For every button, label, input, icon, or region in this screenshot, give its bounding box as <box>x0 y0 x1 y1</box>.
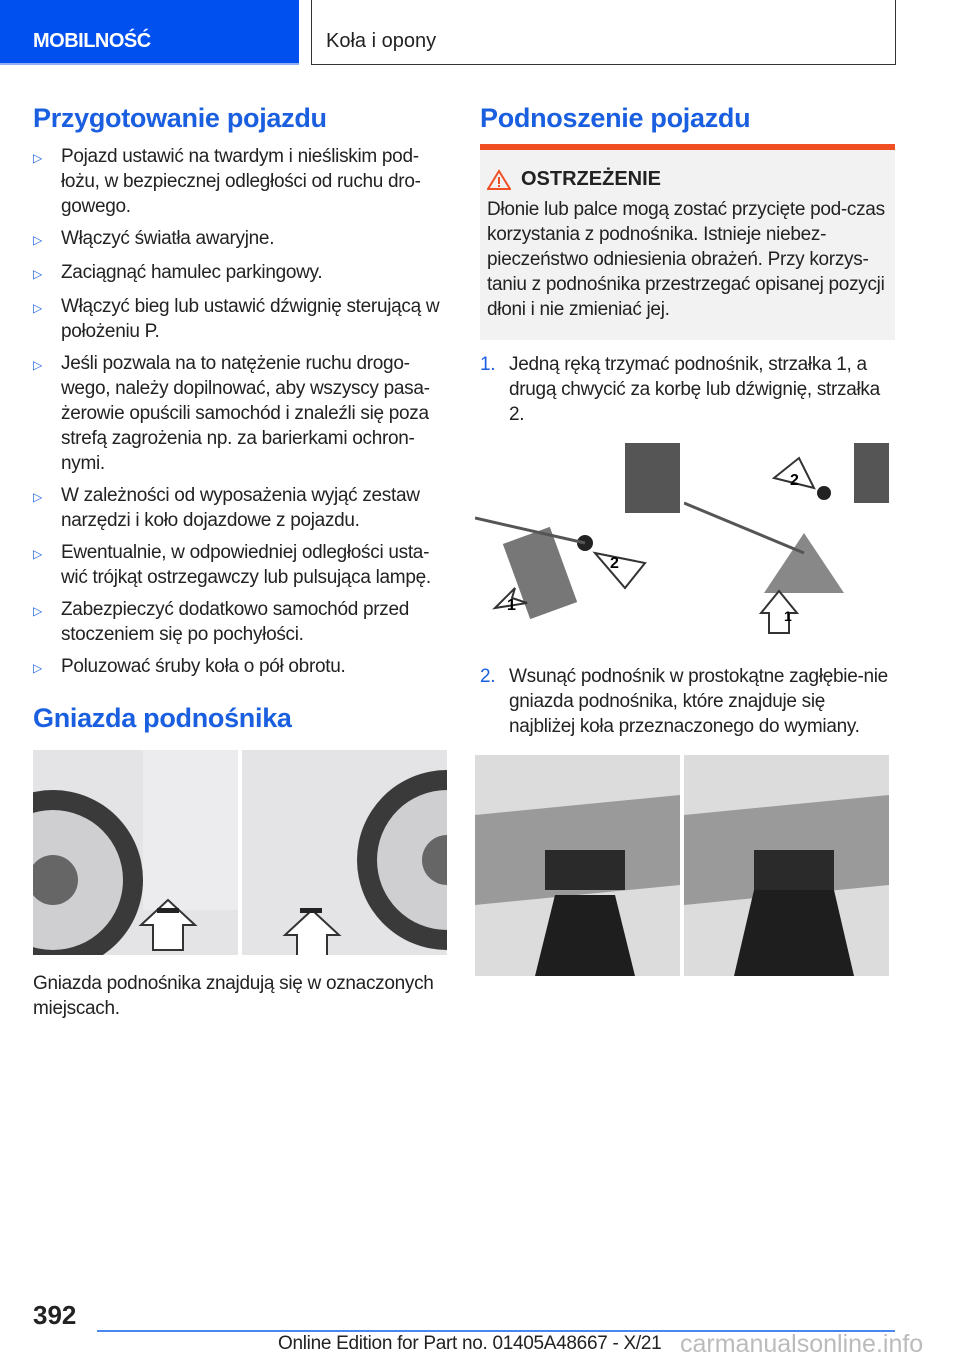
arrow-label-1b: 1 <box>784 608 792 624</box>
arrow-label-2b: 2 <box>790 472 799 489</box>
bullet-text: Włączyć światła awaryjne. <box>61 228 275 249</box>
triangle-bullet-icon: ▷ <box>33 547 42 561</box>
triangle-bullet-icon: ▷ <box>33 661 42 675</box>
chapter-title: Koła i opony <box>326 30 437 52</box>
step-text: Jedną ręką trzymać podnośnik, strzałka 1, a drugą chwycić za korbę lub dźwignię, strzałka 2. <box>509 354 880 425</box>
bullet-item <box>33 260 447 287</box>
triangle-bullet-icon: ▷ <box>33 151 42 165</box>
warning-box <box>480 144 895 340</box>
bullet-item <box>33 597 447 647</box>
step-text: Wsunąć podnośnik w prostokątne zagłębie-nie gniazda podnośnika, które znajduje się najbliżej koła przeznaczonego do wymiany. <box>509 666 888 737</box>
jack-points-caption: Gniazda podnośnika znajdują się w oznaczonych miejscach. <box>33 973 434 1019</box>
bullet-item <box>33 226 447 253</box>
bullet-text: W zależności od wyposażenia wyjąć zestaw narzędzi i koło dojazdowe z pojazdu. <box>61 485 420 531</box>
bullet-item <box>33 294 447 344</box>
warning-text: Dłonie lub palce mogą zostać przycięte pod-czas korzystania z podnośnika. Istnieje niebez-pieczeństwo odniesienia obrażeń. Przy korzys-taniu z podnośnika przestrzegać opisanej pozycji dłoni i nie zmieniać jej. <box>487 199 885 320</box>
step-number: 1. <box>480 354 496 375</box>
triangle-bullet-icon: ▷ <box>33 490 42 504</box>
bullet-text: Zaciągnąć hamulec parkingowy. <box>61 262 323 283</box>
step-1 <box>480 352 895 427</box>
section-title: MOBILNOŚĆ <box>33 30 151 52</box>
chapter-tab <box>311 0 896 65</box>
triangle-bullet-icon: ▷ <box>33 267 42 281</box>
watermark: carmanualsonline.info <box>680 1330 924 1358</box>
bullet-item <box>33 540 447 590</box>
step-number: 2. <box>480 666 496 687</box>
section-tab <box>0 0 299 65</box>
jack-points-image <box>33 750 447 955</box>
arrow-label-2: 2 <box>610 555 619 572</box>
bullet-text: Pojazd ustawić na twardym i nieśliskim pod-łożu, w bezpiecznej odległości od ruchu dro-gowego. <box>61 146 421 217</box>
triangle-bullet-icon: ▷ <box>33 358 42 372</box>
bullet-item <box>33 483 447 533</box>
warning-triangle-icon <box>487 169 511 190</box>
bullet-text: Jeśli pozwala na to natężenie ruchu drogo-wego, należy dopilnować, aby wszyscy pasa-żerowie opuścili samochód i znaleźli się poza strefą zagrożenia np. za barierkami ochron-nymi. <box>61 353 430 474</box>
right-column <box>480 103 895 992</box>
bullet-item <box>33 351 447 476</box>
edition-text: Online Edition for Part no. 01405A48667 - X/21 <box>278 1333 662 1354</box>
bullet-text: Ewentualnie, w odpowiedniej odległości usta-wić trójkąt ostrzegawczy lub pulsująca lampę. <box>61 542 431 588</box>
arrow-label-1: 1 <box>507 597 516 614</box>
bullet-item <box>33 144 447 219</box>
bullet-text: Poluzować śruby koła o pół obrotu. <box>61 656 346 677</box>
step-2 <box>480 664 895 739</box>
page-number: 392 <box>33 1300 77 1330</box>
jack-socket-image <box>475 755 895 976</box>
bullet-item <box>33 654 447 681</box>
triangle-bullet-icon: ▷ <box>33 301 42 315</box>
triangle-bullet-icon: ▷ <box>33 233 42 247</box>
warning-title: OSTRZEŻENIE <box>521 168 662 190</box>
bullet-text: Zabezpieczyć dodatkowo samochód przed stoczeniem się po pochyłości. <box>61 599 409 645</box>
heading-lift-vehicle: Podnoszenie pojazdu <box>480 103 751 133</box>
left-column <box>33 103 447 1021</box>
heading-prepare-vehicle: Przygotowanie pojazdu <box>33 103 327 133</box>
triangle-bullet-icon: ▷ <box>33 604 42 618</box>
jack-handling-image <box>475 443 895 638</box>
heading-jack-points: Gniazda podnośnika <box>33 703 292 733</box>
bullet-text: Włączyć bieg lub ustawić dźwignię sterującą w położeniu P. <box>61 296 440 342</box>
